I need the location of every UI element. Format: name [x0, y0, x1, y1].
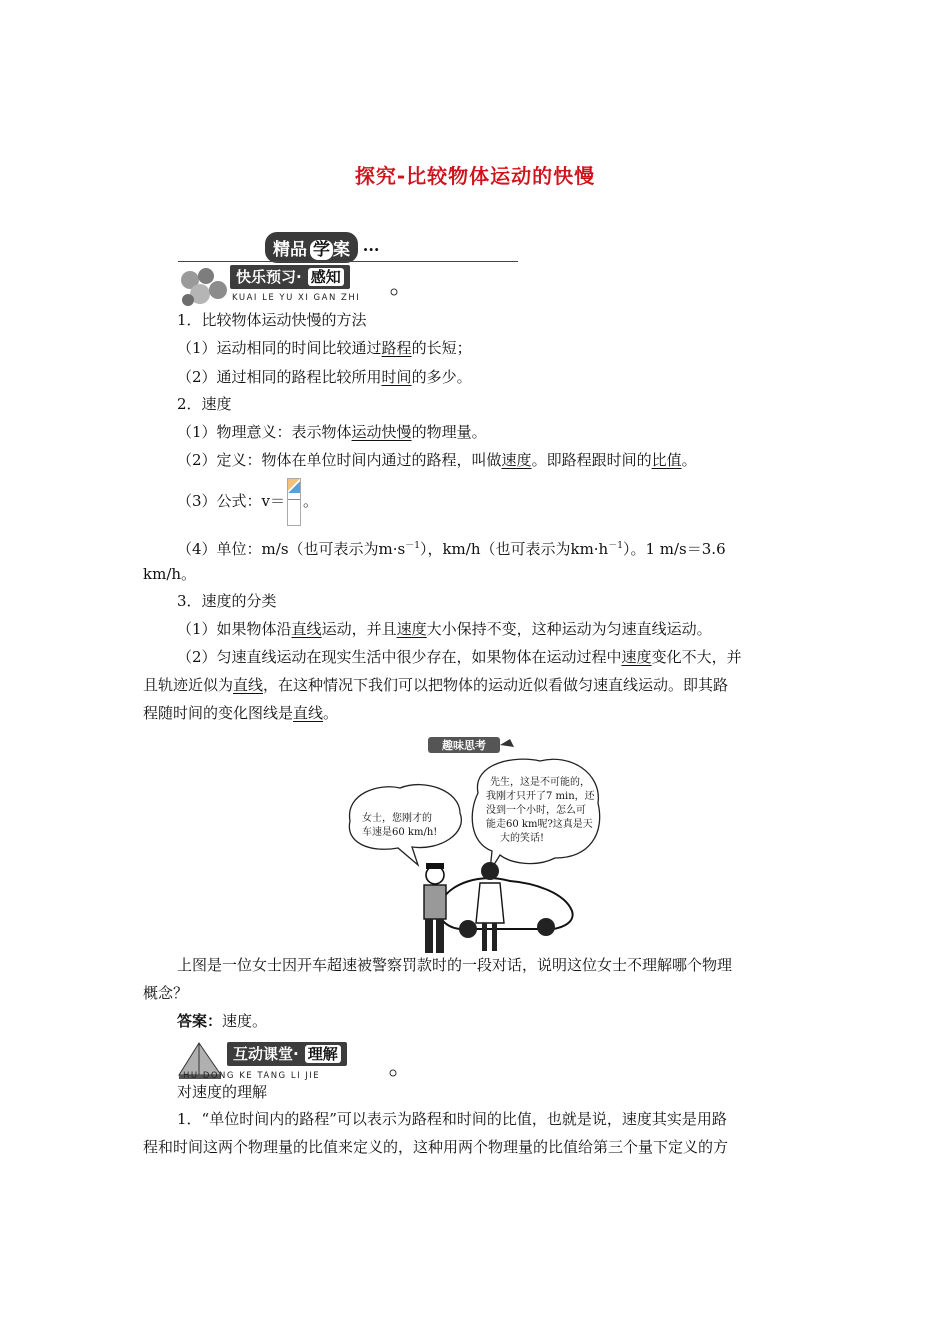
text: 变化不大，并 [651, 648, 742, 666]
banner-dots: ··· [362, 240, 380, 259]
section1-pinyin: KUAI LE YU XI GAN ZHI [232, 293, 361, 303]
cartoon-illustration [340, 733, 602, 958]
text: ）。1 m/s＝3.6 [622, 540, 726, 558]
left-speech-bubble [349, 785, 461, 865]
text: 。即路程跟时间的 [531, 451, 652, 469]
car-wheel [537, 918, 555, 936]
underlined-term: 运动快慢 [351, 423, 412, 441]
underlined-term: 速度 [396, 620, 427, 638]
text: ），km/h（也可表示为km·h [419, 540, 609, 558]
circle-marker-icon [390, 288, 398, 296]
answer [177, 1010, 267, 1032]
question-line-1: 上图是一位女士因开车超速被警察罚款时的一段对话，说明这位女士不理解哪个物理 [177, 956, 733, 974]
para-9 [143, 674, 728, 696]
section2-tag: 理解 [305, 1045, 341, 1063]
para-3 [177, 421, 487, 443]
text: 。 [681, 451, 697, 469]
para-8 [177, 646, 742, 668]
section2-pinyin: HU DONG KE TANG LI JIE [183, 1071, 321, 1081]
text: 程随时间的变化图线是 [143, 704, 294, 722]
page-title: 探究-比较物体运动的快慢 [354, 164, 596, 188]
answer-text: 速度。 [222, 1012, 268, 1030]
text: 。 [323, 704, 339, 722]
text: 且轨迹近似为 [143, 676, 234, 694]
section1-title [230, 265, 350, 289]
banner-part3: 案 [333, 240, 350, 260]
text: （2）通过相同的路程比较所用 [177, 368, 382, 386]
para-7 [177, 618, 712, 640]
underlined-term: 比值 [651, 451, 682, 469]
section2-title [227, 1042, 347, 1066]
para-5-formula [177, 478, 318, 526]
banner-part1: 精品 [273, 240, 307, 260]
para-2 [177, 366, 472, 388]
text: （1）物理意义：表示物体 [177, 423, 352, 441]
banner-part2: 学 [310, 240, 333, 260]
heading-3: 3．速度的分类 [177, 592, 277, 610]
text: ，在这种情况下我们可以把物体的运动近似看做匀速直线运动。即其路 [263, 676, 729, 694]
question-line-2: 概念？ [143, 984, 189, 1002]
superscript: －1 [405, 541, 420, 551]
para-6-cont: km/h。 [143, 565, 197, 583]
left-bubble-line: 女士，您刚才的 [362, 813, 432, 824]
text: 。 [303, 492, 319, 510]
text: （2）匀速直线运动在现实生活中很少存在，如果物体在运动过程中 [177, 648, 622, 666]
cartoon-badge: 趣味思考 [442, 739, 486, 752]
para-1 [177, 337, 472, 359]
heading-2: 2．速度 [177, 395, 232, 413]
text: 运动，并且 [321, 620, 397, 638]
text: （1）如果物体沿 [177, 620, 292, 638]
right-bubble-line: 没到一个小时，怎么可 [486, 805, 586, 816]
text: （3）公式：v＝ [177, 492, 286, 510]
fraction-image [287, 478, 301, 526]
answer-label: 答案： [177, 1012, 223, 1030]
section2-label: 互动课堂 [233, 1045, 294, 1063]
underlined-term: 直线 [293, 704, 324, 722]
woman-figure [476, 862, 504, 951]
banner-rule [178, 261, 518, 262]
underlined-term: 直线 [291, 620, 322, 638]
section2-dot: · [293, 1045, 299, 1063]
banner-jingpin-xuean [265, 232, 380, 262]
car-wheel [459, 920, 477, 938]
para-6 [177, 535, 726, 560]
para-4 [177, 449, 697, 471]
pencil-icon [500, 739, 514, 747]
underlined-term: 时间 [381, 368, 412, 386]
banner-pill [265, 232, 358, 263]
right-bubble-line: 大的笑话! [500, 833, 545, 844]
superscript: －1 [608, 541, 623, 551]
understanding-heading: 对速度的理解 [177, 1083, 268, 1101]
policeman-figure [424, 863, 446, 953]
left-bubble-line: 车速是60 km/h! [362, 827, 438, 838]
understanding-line-2: 程和时间这两个物理量的比值来定义的，这种用两个物理量的比值给第三个量下定义的方 [143, 1138, 729, 1156]
section1-dot: · [296, 268, 302, 286]
para-10 [143, 702, 338, 724]
section-header-preview [178, 264, 398, 310]
text: （4）单位：m/s（也可表示为m·s [177, 540, 406, 558]
text: （1）运动相同的时间比较通过 [177, 339, 382, 357]
section-header-interactive [175, 1039, 405, 1085]
section1-tag: 感知 [308, 268, 344, 286]
text: 大小保持不变，这种运动为匀速直线运动。 [426, 620, 712, 638]
text: 的长短； [411, 339, 472, 357]
underlined-term: 速度 [621, 648, 652, 666]
section1-label: 快乐预习 [236, 268, 297, 286]
heading-1: 1．比较物体运动快慢的方法 [177, 311, 367, 329]
right-bubble-line: 能走60 km呢?这真是天 [486, 819, 593, 830]
right-bubble-line: 先生，这是不可能的， [490, 777, 590, 788]
underlined-term: 直线 [233, 676, 264, 694]
right-bubble-line: 我刚才只开了7 min，还 [486, 791, 595, 802]
underlined-term: 速度 [501, 451, 532, 469]
text: 的多少。 [411, 368, 472, 386]
text: 的物理量。 [411, 423, 487, 441]
underlined-term: 路程 [381, 339, 412, 357]
puzzle-icon [178, 266, 230, 308]
understanding-line-1: 1．“单位时间内的路程”可以表示为路程和时间的比值，也就是说，速度其实是用路 [177, 1110, 727, 1128]
text: （2）定义：物体在单位时间内通过的路程，叫做 [177, 451, 502, 469]
circle-marker-icon [389, 1069, 397, 1077]
